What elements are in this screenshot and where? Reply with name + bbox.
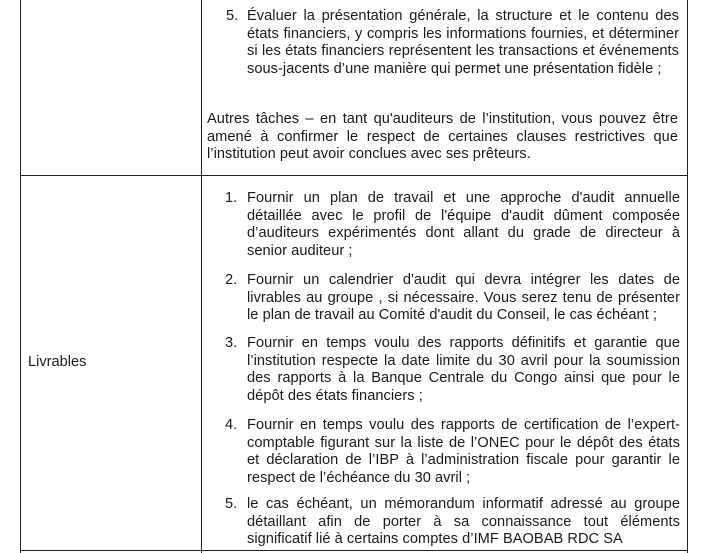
table-right-border — [687, 0, 688, 553]
list-item-text: Fournir un calendrier d'audit qui devra intégrer les dates de livrables au groupe , si nécessaire. Vous serez tenu de présenter le plan de travail au Comité d'audit du Conseil, le cas échéant ; — [247, 272, 680, 323]
other-tasks-paragraph: Autres tâches – en tant qu'auditeurs de l’institution, vous pouvez être amené à confirmer le respect de certaines clauses restrictives que l’institution peut avoir conclues avec ses prêteurs. — [207, 111, 678, 162]
list-item-text: le cas échéant, un mémorandum informatif adressé au groupe détaillant afin de porter à sa connaissance tout éléments significatif lié à certains comptes d’IMF BAOBAB RDC SA — [247, 496, 680, 547]
table-bottom-border — [20, 550, 688, 551]
list-item-text: Fournir en temps voulu des rapports définitifs et garantie que l’institution respecte la date limite du 30 avril pour la soumission des rapports à la Banque Centrale du Congo ainsi que pour le dépôt des états financiers ; — [247, 335, 680, 404]
item-text: Évaluer la présentation générale, la structure et le contenu des états financiers, y compris les informations fournies, et déterminer si les états financiers représentent les transactions et événements sous-jacents d’une manière qui permet une présentation fidèle ; — [247, 8, 679, 77]
item-number: 5. — [226, 8, 239, 24]
table-column-divider — [201, 0, 202, 553]
list-item-number: 3. — [225, 335, 238, 351]
table-row-divider — [20, 175, 688, 176]
table-left-border — [20, 0, 21, 553]
list-item-text: Fournir un plan de travail et une approche d'audit annuelle détaillée avec le profil de l'équipe d'audit dûment composée d’auditeurs expérimentés dont allant du grade de directeur à senior auditeur ; — [247, 190, 680, 259]
list-item-text: Fournir en temps voulu des rapports de certification de l’expert-comptable figurant sur la liste de l’ONEC pour le dépôt des états et déclaration de l’IBP à l’administration fiscale pour garantir le respect de l’échéance du 30 avril ; — [247, 417, 680, 486]
row-label: Livrables — [28, 354, 87, 370]
list-item-number: 1. — [225, 190, 238, 206]
list-item-number: 2. — [225, 272, 238, 288]
list-item-number: 4. — [225, 417, 238, 433]
list-item-number: 5. — [225, 496, 238, 512]
